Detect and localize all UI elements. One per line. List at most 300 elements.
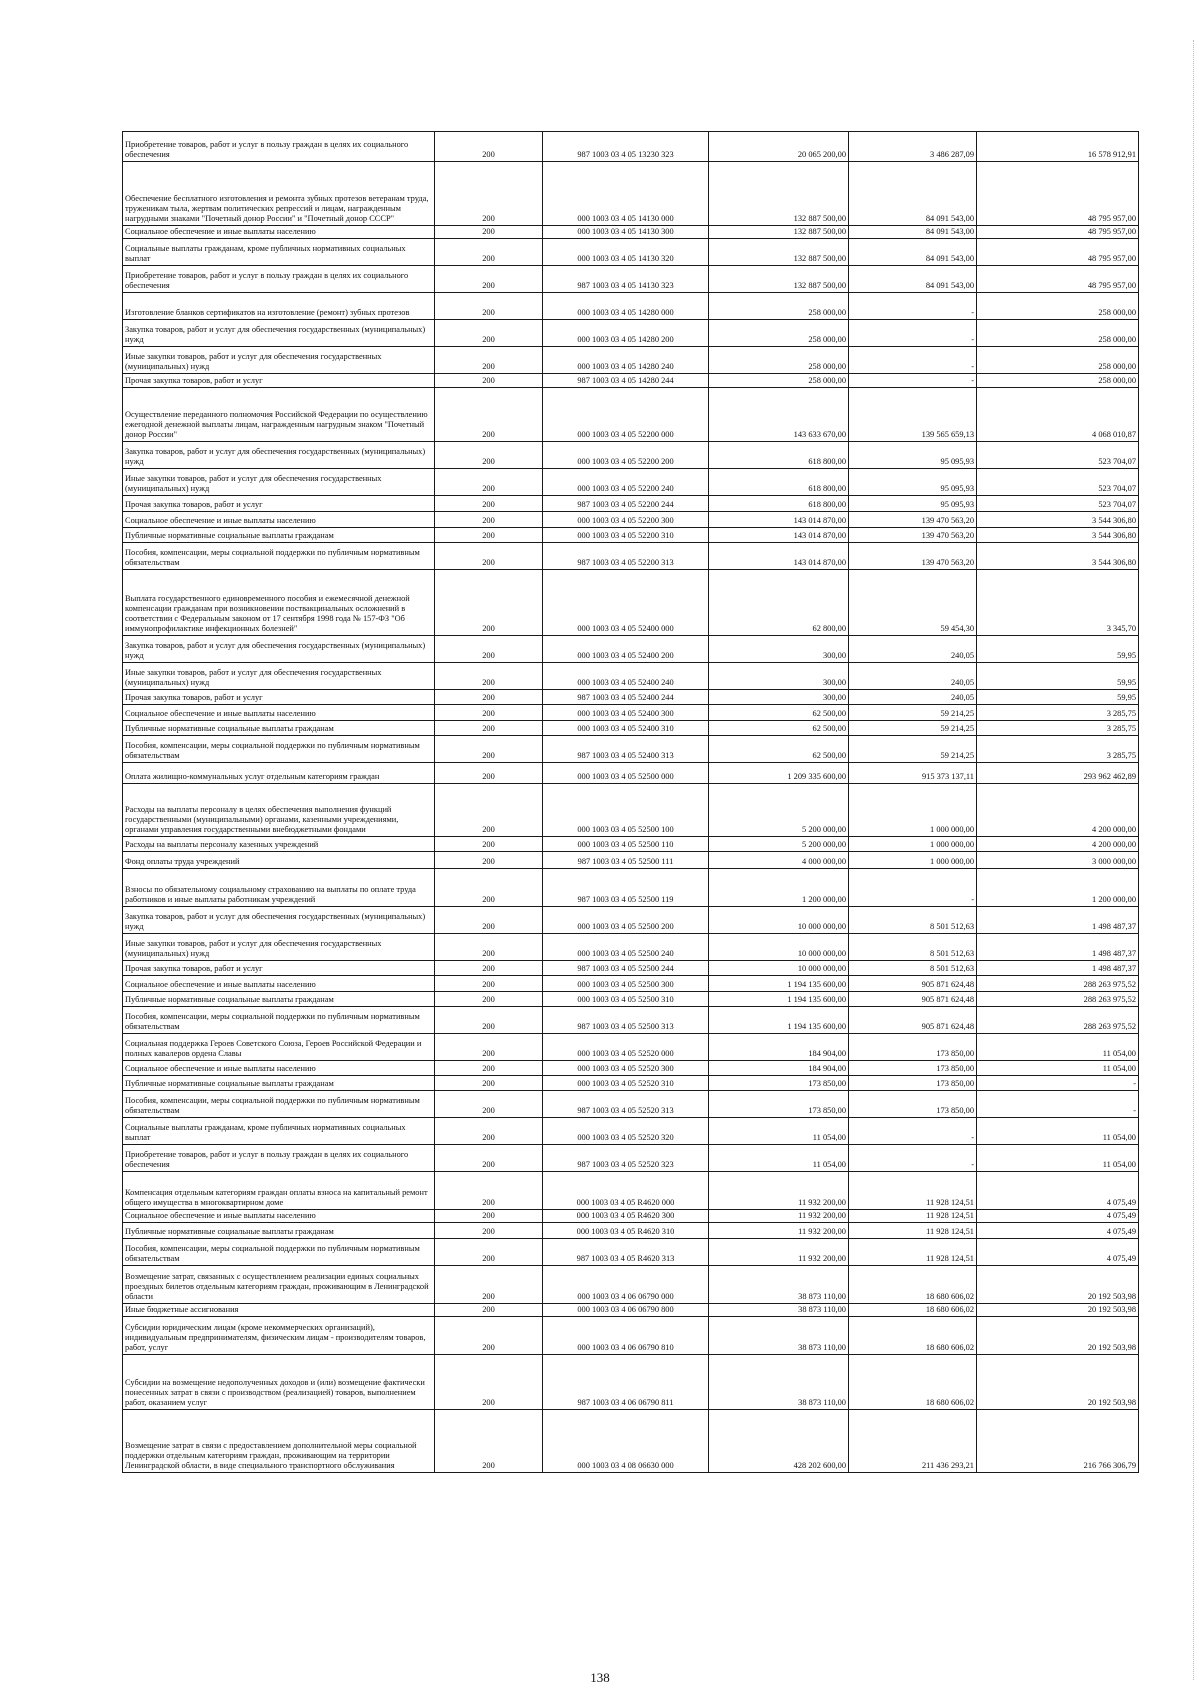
- scan-edge-mark: [1192, 40, 1194, 1680]
- row-line-code: 200: [435, 1091, 543, 1118]
- row-approved-amount: 38 873 110,00: [709, 1355, 849, 1410]
- row-approved-amount: 20 065 200,00: [709, 132, 849, 162]
- row-approved-amount: 428 202 600,00: [709, 1410, 849, 1473]
- row-unexecuted-amount: 11 054,00: [977, 1034, 1139, 1061]
- row-approved-amount: 258 000,00: [709, 293, 849, 320]
- table-row: [123, 1076, 1139, 1091]
- row-name: Иные закупки товаров, работ и услуг для обеспечения государственных (муниципальных) нужд: [123, 663, 435, 690]
- row-name: Возмещение затрат в связи с предоставлением дополнительной меры социальной поддержки отдельным категориям граждан, проживающим на территории Ленинградской области, в виде специального транспортного обслуживания: [123, 1410, 435, 1473]
- row-budget-code: 000 1003 03 4 08 06630 000: [543, 1410, 709, 1473]
- row-line-code: 200: [435, 132, 543, 162]
- table-row: [123, 132, 1139, 162]
- row-line-code: 200: [435, 1210, 543, 1223]
- row-unexecuted-amount: 3 544 306,80: [977, 528, 1139, 543]
- row-name: Прочая закупка товаров, работ и услуг: [123, 374, 435, 388]
- row-executed-amount: -: [849, 374, 977, 388]
- row-unexecuted-amount: 258 000,00: [977, 320, 1139, 347]
- row-executed-amount: 139 470 563,20: [849, 543, 977, 570]
- row-line-code: 200: [435, 512, 543, 528]
- row-approved-amount: 62 500,00: [709, 721, 849, 736]
- table-row: [123, 1091, 1139, 1118]
- row-name: Социальная поддержка Героев Советского Союза, Героев Российской Федерации и полных кавалеров ордена Славы: [123, 1034, 435, 1061]
- row-unexecuted-amount: 216 766 306,79: [977, 1410, 1139, 1473]
- row-name: Компенсация отдельным категориям граждан оплаты взноса на капитальный ремонт общего имущества в многоквартирном доме: [123, 1172, 435, 1210]
- row-budget-code: 000 1003 03 4 05 52200 310: [543, 528, 709, 543]
- row-approved-amount: 1 194 135 600,00: [709, 992, 849, 1007]
- row-budget-code: 000 1003 03 4 05 14130 000: [543, 162, 709, 226]
- table-row: [123, 1061, 1139, 1076]
- row-line-code: 200: [435, 469, 543, 496]
- row-name: Оплата жилищно-коммунальных услуг отдельным категориям граждан: [123, 763, 435, 784]
- row-line-code: 200: [435, 992, 543, 1007]
- table-row: [123, 1239, 1139, 1266]
- row-line-code: 200: [435, 374, 543, 388]
- row-approved-amount: 1 194 135 600,00: [709, 976, 849, 992]
- row-name: Социальное обеспечение и иные выплаты населению: [123, 1210, 435, 1223]
- row-name: Иные бюджетные ассигнования: [123, 1304, 435, 1317]
- row-budget-code: 000 1003 03 4 05 52200 000: [543, 388, 709, 442]
- table-row: [123, 1145, 1139, 1172]
- row-approved-amount: 618 800,00: [709, 469, 849, 496]
- row-unexecuted-amount: 258 000,00: [977, 374, 1139, 388]
- row-executed-amount: 915 373 137,11: [849, 763, 977, 784]
- row-executed-amount: 84 091 543,00: [849, 162, 977, 226]
- row-approved-amount: 62 500,00: [709, 736, 849, 763]
- row-executed-amount: 59 214,25: [849, 736, 977, 763]
- table-row: [123, 1355, 1139, 1410]
- row-executed-amount: 173 850,00: [849, 1076, 977, 1091]
- table-row: [123, 992, 1139, 1007]
- row-budget-code: 000 1003 03 4 05 14280 200: [543, 320, 709, 347]
- table-row: [123, 934, 1139, 961]
- row-line-code: 200: [435, 663, 543, 690]
- row-name: Приобретение товаров, работ и услуг в пользу граждан в целях их социального обеспечения: [123, 1145, 435, 1172]
- row-unexecuted-amount: 523 704,07: [977, 442, 1139, 469]
- row-executed-amount: 173 850,00: [849, 1061, 977, 1076]
- row-name: Прочая закупка товаров, работ и услуг: [123, 961, 435, 976]
- row-approved-amount: 10 000 000,00: [709, 907, 849, 934]
- table-row: [123, 1172, 1139, 1210]
- table-row: [123, 347, 1139, 374]
- row-executed-amount: 59 454,30: [849, 570, 977, 636]
- row-line-code: 200: [435, 239, 543, 266]
- row-executed-amount: 240,05: [849, 663, 977, 690]
- row-line-code: 200: [435, 784, 543, 837]
- row-unexecuted-amount: 1 498 487,37: [977, 907, 1139, 934]
- row-executed-amount: 173 850,00: [849, 1034, 977, 1061]
- row-line-code: 200: [435, 496, 543, 512]
- row-name: Социальное обеспечение и иные выплаты населению: [123, 226, 435, 239]
- row-executed-amount: 3 486 287,09: [849, 132, 977, 162]
- row-budget-code: 000 1003 03 4 06 06790 810: [543, 1317, 709, 1355]
- row-budget-code: 000 1003 03 4 05 R4620 310: [543, 1223, 709, 1239]
- row-executed-amount: -: [849, 320, 977, 347]
- row-name: Фонд оплаты труда учреждений: [123, 852, 435, 869]
- row-name: Публичные нормативные социальные выплаты гражданам: [123, 528, 435, 543]
- row-line-code: 200: [435, 1076, 543, 1091]
- row-approved-amount: 5 200 000,00: [709, 784, 849, 837]
- row-line-code: 200: [435, 1355, 543, 1410]
- row-executed-amount: 139 565 659,13: [849, 388, 977, 442]
- row-executed-amount: 8 501 512,63: [849, 961, 977, 976]
- table-row: [123, 388, 1139, 442]
- row-unexecuted-amount: 288 263 975,52: [977, 1007, 1139, 1034]
- row-name: Закупка товаров, работ и услуг для обеспечения государственных (муниципальных) нужд: [123, 442, 435, 469]
- row-unexecuted-amount: 48 795 957,00: [977, 266, 1139, 293]
- row-approved-amount: 1 194 135 600,00: [709, 1007, 849, 1034]
- row-budget-code: 000 1003 03 4 05 52400 000: [543, 570, 709, 636]
- row-line-code: 200: [435, 293, 543, 320]
- row-budget-code: 000 1003 03 4 06 06790 800: [543, 1304, 709, 1317]
- row-approved-amount: 258 000,00: [709, 320, 849, 347]
- table-row: [123, 496, 1139, 512]
- table-row: [123, 1118, 1139, 1145]
- row-approved-amount: 11 932 200,00: [709, 1172, 849, 1210]
- table-row: [123, 763, 1139, 784]
- row-budget-code: 000 1003 03 4 05 52200 240: [543, 469, 709, 496]
- row-name: Иные закупки товаров, работ и услуг для обеспечения государственных (муниципальных) нужд: [123, 469, 435, 496]
- row-name: Публичные нормативные социальные выплаты гражданам: [123, 1223, 435, 1239]
- row-budget-code: 987 1003 03 4 05 52520 323: [543, 1145, 709, 1172]
- table-row: [123, 976, 1139, 992]
- row-approved-amount: 4 000 000,00: [709, 852, 849, 869]
- row-approved-amount: 143 014 870,00: [709, 543, 849, 570]
- row-approved-amount: 132 887 500,00: [709, 239, 849, 266]
- row-budget-code: 987 1003 03 4 05 14130 323: [543, 266, 709, 293]
- table-row: [123, 907, 1139, 934]
- row-executed-amount: 84 091 543,00: [849, 266, 977, 293]
- row-approved-amount: 10 000 000,00: [709, 934, 849, 961]
- row-executed-amount: 11 928 124,51: [849, 1223, 977, 1239]
- row-approved-amount: 143 014 870,00: [709, 512, 849, 528]
- row-budget-code: 987 1003 03 4 06 06790 811: [543, 1355, 709, 1410]
- row-unexecuted-amount: 20 192 503,98: [977, 1266, 1139, 1304]
- row-name: Публичные нормативные социальные выплаты гражданам: [123, 721, 435, 736]
- table-row: [123, 266, 1139, 293]
- row-unexecuted-amount: 11 054,00: [977, 1145, 1139, 1172]
- row-name: Приобретение товаров, работ и услуг в пользу граждан в целях их социального обеспечения: [123, 132, 435, 162]
- row-executed-amount: -: [849, 347, 977, 374]
- row-executed-amount: 8 501 512,63: [849, 934, 977, 961]
- row-executed-amount: 905 871 624,48: [849, 992, 977, 1007]
- row-unexecuted-amount: 523 704,07: [977, 496, 1139, 512]
- row-approved-amount: 173 850,00: [709, 1076, 849, 1091]
- row-line-code: 200: [435, 226, 543, 239]
- row-approved-amount: 11 932 200,00: [709, 1210, 849, 1223]
- row-unexecuted-amount: 3 544 306,80: [977, 512, 1139, 528]
- row-executed-amount: 240,05: [849, 636, 977, 663]
- row-line-code: 200: [435, 705, 543, 721]
- row-budget-code: 000 1003 03 4 05 14280 240: [543, 347, 709, 374]
- row-budget-code: 000 1003 03 4 05 14280 000: [543, 293, 709, 320]
- row-approved-amount: 62 800,00: [709, 570, 849, 636]
- row-line-code: 200: [435, 1239, 543, 1266]
- row-approved-amount: 143 014 870,00: [709, 528, 849, 543]
- row-approved-amount: 11 932 200,00: [709, 1239, 849, 1266]
- row-budget-code: 000 1003 03 4 05 52500 300: [543, 976, 709, 992]
- row-budget-code: 000 1003 03 4 05 52400 300: [543, 705, 709, 721]
- row-name: Взносы по обязательному социальному страхованию на выплаты по оплате труда работников и иные выплаты работникам учреждений: [123, 869, 435, 907]
- table-row: [123, 736, 1139, 763]
- row-line-code: 200: [435, 1034, 543, 1061]
- row-name: Расходы на выплаты персоналу казенных учреждений: [123, 837, 435, 852]
- row-executed-amount: -: [849, 1145, 977, 1172]
- row-executed-amount: 59 214,25: [849, 721, 977, 736]
- row-name: Субсидии на возмещение недополученных доходов и (или) возмещение фактически понесенных затрат в связи с производством (реализацией) товаров, выполнением работ, оказанием услуг: [123, 1355, 435, 1410]
- row-executed-amount: 173 850,00: [849, 1091, 977, 1118]
- table-row: [123, 239, 1139, 266]
- row-unexecuted-amount: 288 263 975,52: [977, 976, 1139, 992]
- row-approved-amount: 132 887 500,00: [709, 162, 849, 226]
- row-name: Расходы на выплаты персоналу в целях обеспечения выполнения функций государственными (муниципальными) органами, казенными учреждениями, органами управления государственными внебюджетными фондами: [123, 784, 435, 837]
- table-row: [123, 1317, 1139, 1355]
- row-budget-code: 000 1003 03 4 05 52400 240: [543, 663, 709, 690]
- row-line-code: 200: [435, 528, 543, 543]
- row-budget-code: 987 1003 03 4 05 R4620 313: [543, 1239, 709, 1266]
- table-row: [123, 1410, 1139, 1473]
- table-row: [123, 469, 1139, 496]
- row-approved-amount: 173 850,00: [709, 1091, 849, 1118]
- row-line-code: 200: [435, 721, 543, 736]
- row-name: Социальное обеспечение и иные выплаты населению: [123, 976, 435, 992]
- row-approved-amount: 258 000,00: [709, 347, 849, 374]
- row-approved-amount: 10 000 000,00: [709, 961, 849, 976]
- row-budget-code: 987 1003 03 4 05 14280 244: [543, 374, 709, 388]
- row-budget-code: 987 1003 03 4 05 52500 119: [543, 869, 709, 907]
- row-name: Социальные выплаты гражданам, кроме публичных нормативных социальных выплат: [123, 239, 435, 266]
- row-name: Социальные выплаты гражданам, кроме публичных нормативных социальных выплат: [123, 1118, 435, 1145]
- row-approved-amount: 1 200 000,00: [709, 869, 849, 907]
- row-name: Социальное обеспечение и иные выплаты населению: [123, 1061, 435, 1076]
- row-unexecuted-amount: 59,95: [977, 636, 1139, 663]
- page-number: 138: [590, 1670, 610, 1685]
- row-line-code: 200: [435, 1172, 543, 1210]
- row-name: Пособия, компенсации, меры социальной поддержки по публичным нормативным обязательствам: [123, 736, 435, 763]
- row-budget-code: 000 1003 03 4 05 52520 300: [543, 1061, 709, 1076]
- row-name: Социальное обеспечение и иные выплаты населению: [123, 512, 435, 528]
- row-approved-amount: 300,00: [709, 690, 849, 705]
- row-unexecuted-amount: 4 075,49: [977, 1239, 1139, 1266]
- row-budget-code: 000 1003 03 4 05 52520 000: [543, 1034, 709, 1061]
- row-line-code: 200: [435, 1145, 543, 1172]
- row-budget-code: 987 1003 03 4 05 52200 244: [543, 496, 709, 512]
- row-approved-amount: 11 932 200,00: [709, 1223, 849, 1239]
- row-budget-code: 000 1003 03 4 05 52500 240: [543, 934, 709, 961]
- row-budget-code: 987 1003 03 4 05 52520 313: [543, 1091, 709, 1118]
- row-line-code: 200: [435, 736, 543, 763]
- row-unexecuted-amount: 293 962 462,89: [977, 763, 1139, 784]
- row-budget-code: 000 1003 03 4 05 52500 200: [543, 907, 709, 934]
- row-line-code: 200: [435, 320, 543, 347]
- table-row: [123, 543, 1139, 570]
- row-line-code: 200: [435, 162, 543, 226]
- row-approved-amount: 258 000,00: [709, 374, 849, 388]
- row-name: Прочая закупка товаров, работ и услуг: [123, 496, 435, 512]
- row-line-code: 200: [435, 1317, 543, 1355]
- row-line-code: 200: [435, 1304, 543, 1317]
- table-row: [123, 1034, 1139, 1061]
- row-executed-amount: 905 871 624,48: [849, 976, 977, 992]
- table-row: [123, 961, 1139, 976]
- row-executed-amount: 84 091 543,00: [849, 239, 977, 266]
- row-executed-amount: 95 095,93: [849, 469, 977, 496]
- table-row: [123, 320, 1139, 347]
- row-name: Изготовление бланков сертификатов на изготовление (ремонт) зубных протезов: [123, 293, 435, 320]
- row-approved-amount: 618 800,00: [709, 442, 849, 469]
- row-executed-amount: -: [849, 869, 977, 907]
- table-row: [123, 1304, 1139, 1317]
- table-row: [123, 293, 1139, 320]
- row-approved-amount: 618 800,00: [709, 496, 849, 512]
- row-budget-code: 987 1003 03 4 05 52400 313: [543, 736, 709, 763]
- row-unexecuted-amount: 20 192 503,98: [977, 1304, 1139, 1317]
- row-name: Обеспечение бесплатного изготовления и ремонта зубных протезов ветеранам труда, труженикам тыла, жертвам политических репрессий и лицам, награжденным нагрудными знаками "Почетный донор России" и "Почетный донор СССР": [123, 162, 435, 226]
- row-line-code: 200: [435, 1266, 543, 1304]
- table-row: [123, 226, 1139, 239]
- row-executed-amount: 59 214,25: [849, 705, 977, 721]
- row-unexecuted-amount: 20 192 503,98: [977, 1317, 1139, 1355]
- row-budget-code: 000 1003 03 4 05 52200 300: [543, 512, 709, 528]
- row-name: Закупка товаров, работ и услуг для обеспечения государственных (муниципальных) нужд: [123, 907, 435, 934]
- row-executed-amount: 1 000 000,00: [849, 852, 977, 869]
- row-executed-amount: 95 095,93: [849, 442, 977, 469]
- row-executed-amount: 11 928 124,51: [849, 1172, 977, 1210]
- row-unexecuted-amount: 1 498 487,37: [977, 961, 1139, 976]
- row-name: Социальное обеспечение и иные выплаты населению: [123, 705, 435, 721]
- row-executed-amount: 18 680 606,02: [849, 1317, 977, 1355]
- row-budget-code: 000 1003 03 4 05 52500 000: [543, 763, 709, 784]
- row-unexecuted-amount: 3 345,70: [977, 570, 1139, 636]
- table-row: [123, 1266, 1139, 1304]
- row-unexecuted-amount: 59,95: [977, 663, 1139, 690]
- row-line-code: 200: [435, 763, 543, 784]
- row-name: Закупка товаров, работ и услуг для обеспечения государственных (муниципальных) нужд: [123, 320, 435, 347]
- table-row: [123, 528, 1139, 543]
- table-row: [123, 512, 1139, 528]
- table-row: [123, 1007, 1139, 1034]
- table-row: [123, 374, 1139, 388]
- row-executed-amount: -: [849, 1118, 977, 1145]
- row-line-code: 200: [435, 1410, 543, 1473]
- table-row: [123, 663, 1139, 690]
- row-approved-amount: 38 873 110,00: [709, 1266, 849, 1304]
- row-unexecuted-amount: 288 263 975,52: [977, 992, 1139, 1007]
- row-line-code: 200: [435, 869, 543, 907]
- row-executed-amount: 211 436 293,21: [849, 1410, 977, 1473]
- row-unexecuted-amount: 4 200 000,00: [977, 837, 1139, 852]
- budget-execution-table: [122, 131, 1139, 1473]
- row-executed-amount: 139 470 563,20: [849, 512, 977, 528]
- row-unexecuted-amount: 523 704,07: [977, 469, 1139, 496]
- row-approved-amount: 132 887 500,00: [709, 266, 849, 293]
- row-unexecuted-amount: 48 795 957,00: [977, 162, 1139, 226]
- row-unexecuted-amount: 1 200 000,00: [977, 869, 1139, 907]
- row-name: Публичные нормативные социальные выплаты гражданам: [123, 1076, 435, 1091]
- row-unexecuted-amount: 4 200 000,00: [977, 784, 1139, 837]
- row-executed-amount: 95 095,93: [849, 496, 977, 512]
- row-budget-code: 000 1003 03 4 05 52500 100: [543, 784, 709, 837]
- row-unexecuted-amount: 258 000,00: [977, 347, 1139, 374]
- row-unexecuted-amount: 11 054,00: [977, 1118, 1139, 1145]
- row-name: Осуществление переданного полномочия Российской Федерации по осуществлению ежегодной денежной выплаты лицам, награжденным нагрудным знаком "Почетный донор России": [123, 388, 435, 442]
- table-row: [123, 162, 1139, 226]
- row-name: Пособия, компенсации, меры социальной поддержки по публичным нормативным обязательствам: [123, 1239, 435, 1266]
- row-unexecuted-amount: 3 000 000,00: [977, 852, 1139, 869]
- row-line-code: 200: [435, 690, 543, 705]
- row-line-code: 200: [435, 543, 543, 570]
- row-executed-amount: 11 928 124,51: [849, 1210, 977, 1223]
- row-name: Пособия, компенсации, меры социальной поддержки по публичным нормативным обязательствам: [123, 1091, 435, 1118]
- row-line-code: 200: [435, 1118, 543, 1145]
- row-unexecuted-amount: 1 498 487,37: [977, 934, 1139, 961]
- row-unexecuted-amount: 48 795 957,00: [977, 226, 1139, 239]
- row-approved-amount: 11 054,00: [709, 1145, 849, 1172]
- row-executed-amount: 18 680 606,02: [849, 1304, 977, 1317]
- row-executed-amount: 11 928 124,51: [849, 1239, 977, 1266]
- row-budget-code: 987 1003 03 4 05 52500 111: [543, 852, 709, 869]
- row-line-code: 200: [435, 347, 543, 374]
- row-approved-amount: 132 887 500,00: [709, 226, 849, 239]
- table-row: [123, 1210, 1139, 1223]
- row-budget-code: 000 1003 03 4 05 14130 320: [543, 239, 709, 266]
- row-budget-code: 000 1003 03 4 05 52520 320: [543, 1118, 709, 1145]
- table-row: [123, 705, 1139, 721]
- row-unexecuted-amount: 3 285,75: [977, 705, 1139, 721]
- row-unexecuted-amount: 4 068 010,87: [977, 388, 1139, 442]
- table-row: [123, 869, 1139, 907]
- row-line-code: 200: [435, 1223, 543, 1239]
- row-budget-code: 000 1003 03 4 05 R4620 000: [543, 1172, 709, 1210]
- row-executed-amount: 240,05: [849, 690, 977, 705]
- row-line-code: 200: [435, 852, 543, 869]
- row-name: Иные закупки товаров, работ и услуг для обеспечения государственных (муниципальных) нужд: [123, 934, 435, 961]
- row-name: Иные закупки товаров, работ и услуг для обеспечения государственных (муниципальных) нужд: [123, 347, 435, 374]
- row-executed-amount: 139 470 563,20: [849, 528, 977, 543]
- row-line-code: 200: [435, 1007, 543, 1034]
- table-row: [123, 570, 1139, 636]
- row-unexecuted-amount: 59,95: [977, 690, 1139, 705]
- row-approved-amount: 184 904,00: [709, 1061, 849, 1076]
- row-unexecuted-amount: 20 192 503,98: [977, 1355, 1139, 1410]
- row-approved-amount: 300,00: [709, 663, 849, 690]
- row-name: Закупка товаров, работ и услуг для обеспечения государственных (муниципальных) нужд: [123, 636, 435, 663]
- table-row: [123, 852, 1139, 869]
- row-budget-code: 000 1003 03 4 05 52200 200: [543, 442, 709, 469]
- row-unexecuted-amount: -: [977, 1076, 1139, 1091]
- row-approved-amount: 1 209 335 600,00: [709, 763, 849, 784]
- row-unexecuted-amount: -: [977, 1091, 1139, 1118]
- row-budget-code: 987 1003 03 4 05 52200 313: [543, 543, 709, 570]
- row-budget-code: 987 1003 03 4 05 52500 244: [543, 961, 709, 976]
- table-row: [123, 442, 1139, 469]
- row-line-code: 200: [435, 266, 543, 293]
- row-executed-amount: -: [849, 293, 977, 320]
- row-unexecuted-amount: 11 054,00: [977, 1061, 1139, 1076]
- row-approved-amount: 11 054,00: [709, 1118, 849, 1145]
- row-line-code: 200: [435, 442, 543, 469]
- table-row: [123, 636, 1139, 663]
- row-executed-amount: 18 680 606,02: [849, 1266, 977, 1304]
- row-executed-amount: 84 091 543,00: [849, 226, 977, 239]
- row-unexecuted-amount: 16 578 912,91: [977, 132, 1139, 162]
- row-name: Публичные нормативные социальные выплаты гражданам: [123, 992, 435, 1007]
- row-executed-amount: 1 000 000,00: [849, 837, 977, 852]
- row-executed-amount: 905 871 624,48: [849, 1007, 977, 1034]
- row-name: Возмещение затрат, связанных с осуществлением реализации единых социальных проездных билетов отдельным категориям граждан, проживающим в Ленинградской области: [123, 1266, 435, 1304]
- row-name: Прочая закупка товаров, работ и услуг: [123, 690, 435, 705]
- row-line-code: 200: [435, 976, 543, 992]
- row-unexecuted-amount: 48 795 957,00: [977, 239, 1139, 266]
